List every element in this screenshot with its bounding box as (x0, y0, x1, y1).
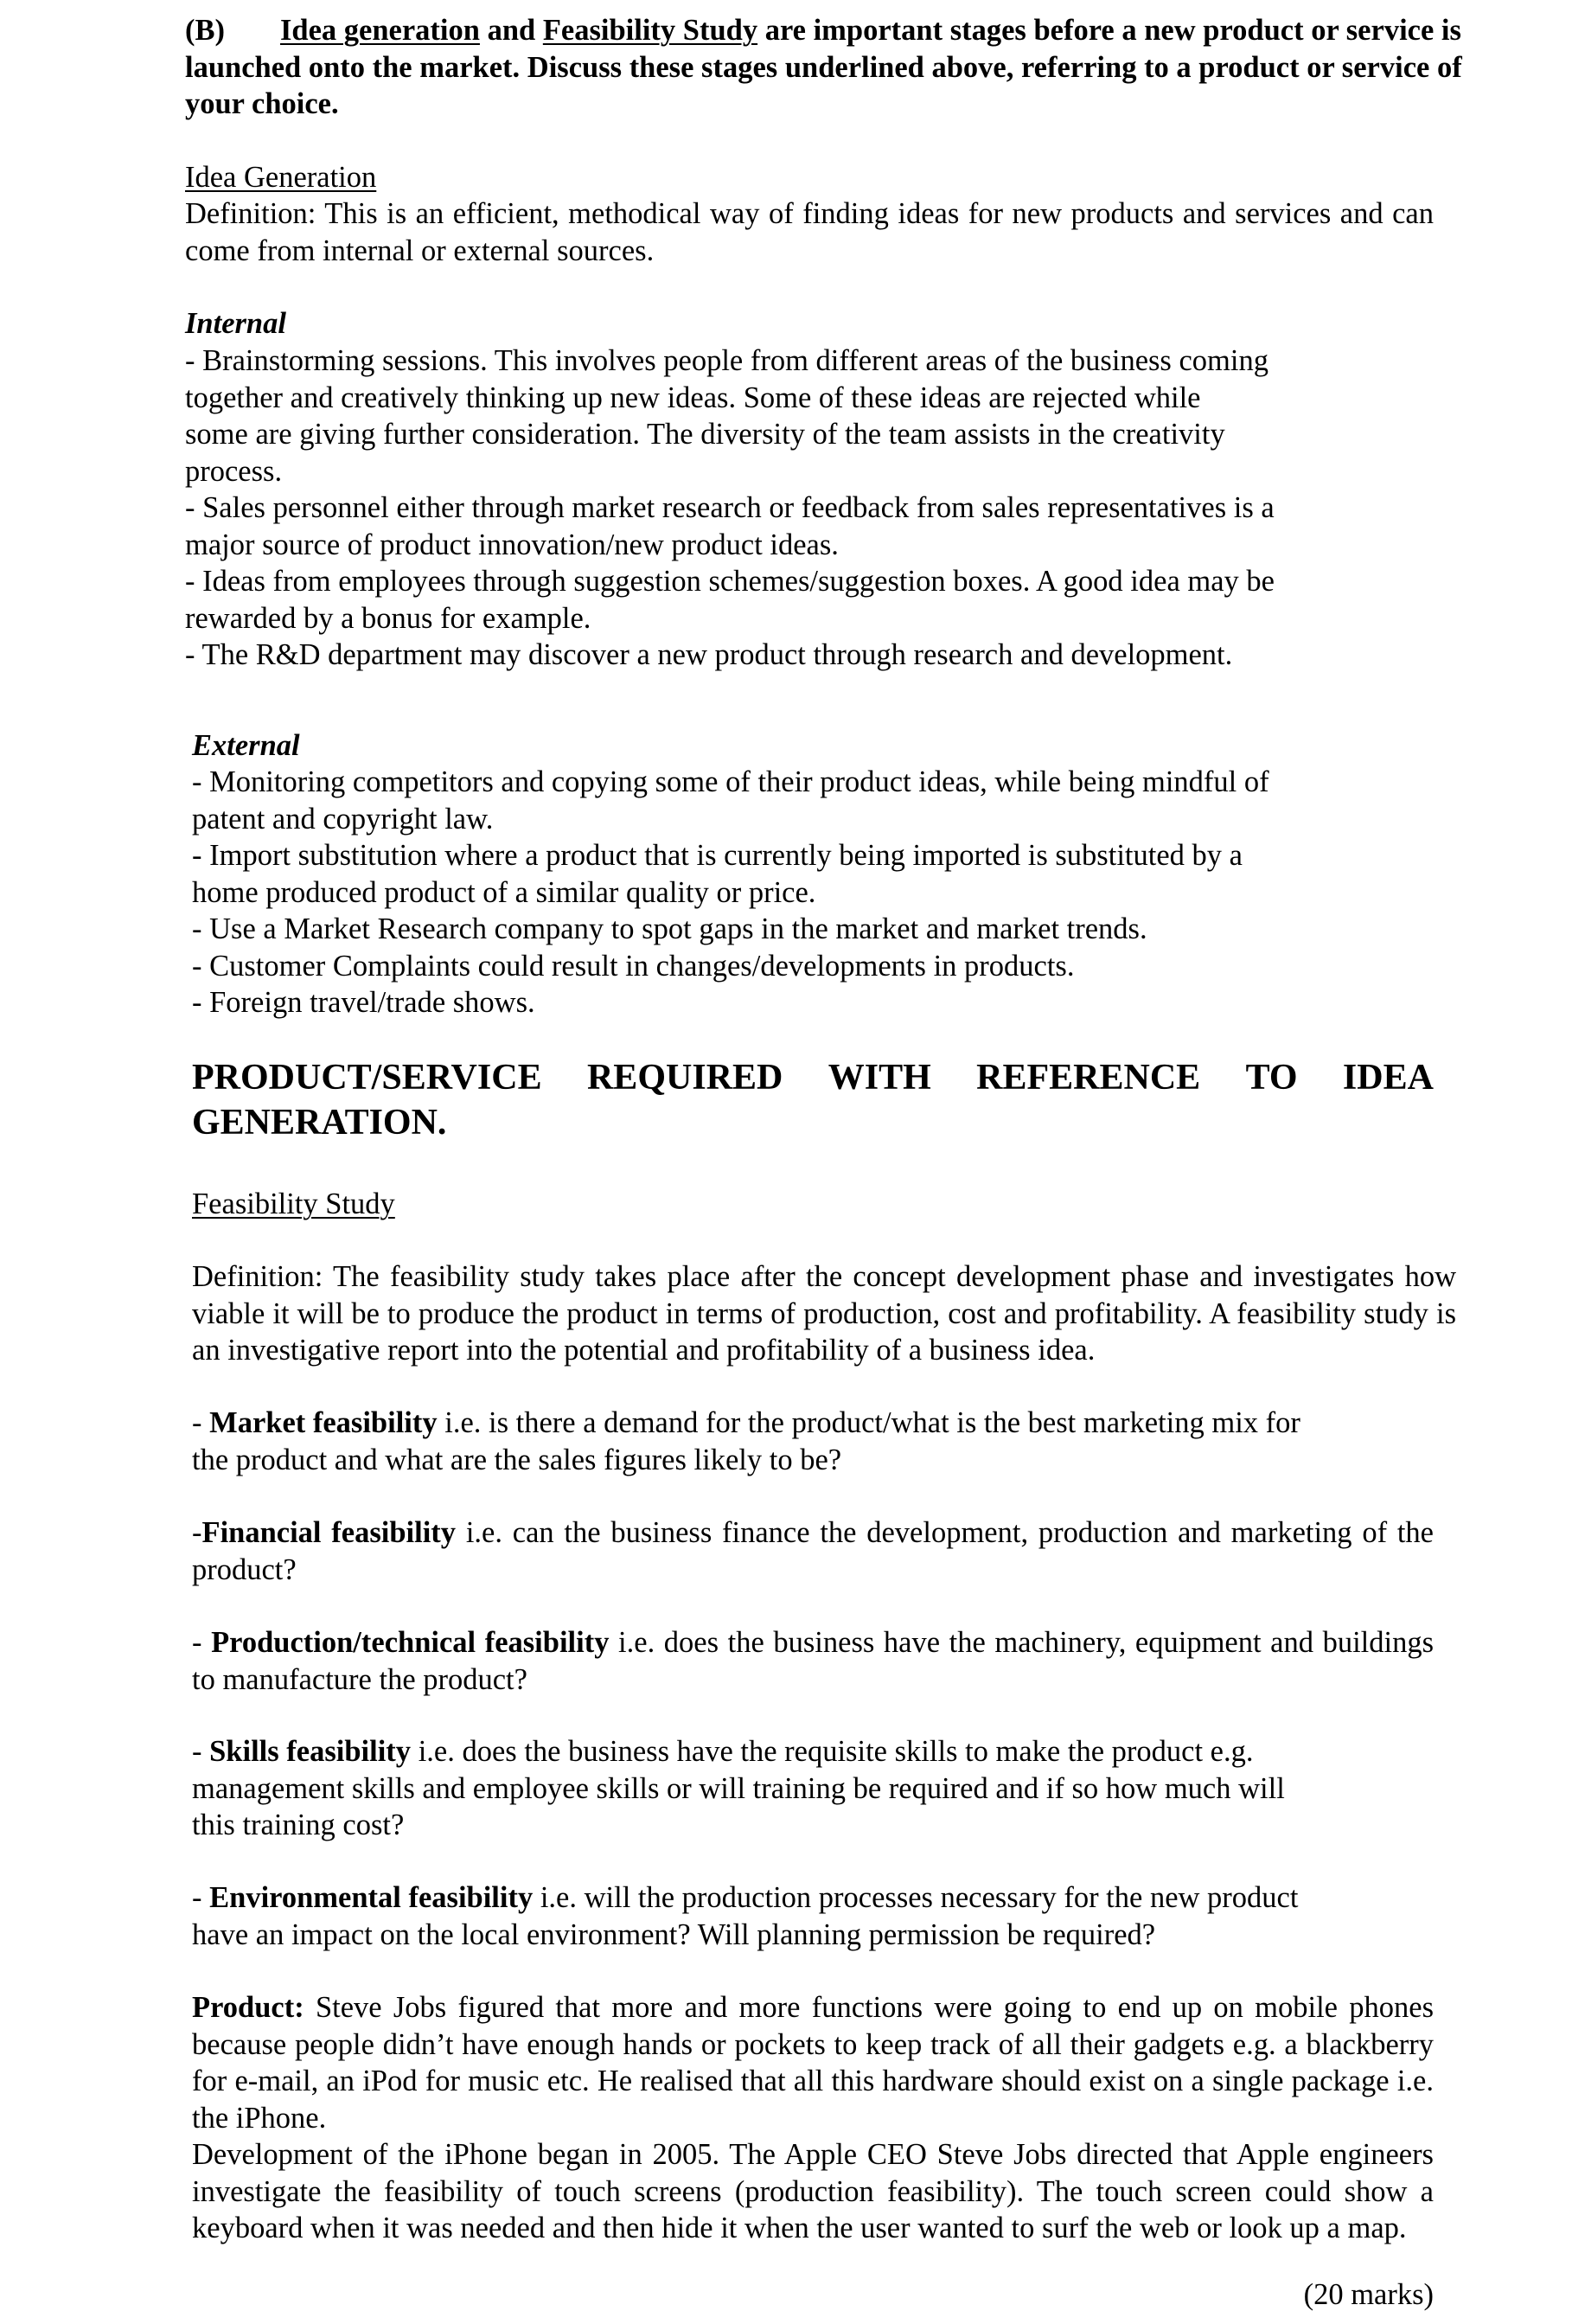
external-line: - Customer Complaints could result in changes/developments in products. (192, 949, 1075, 983)
required-note-word: REQUIRED (586, 1058, 783, 1098)
question-rest: are important stages before a new product or service is launched onto the market. Discuss these stages underlined above, referring to a product or service of your choice. (185, 14, 1462, 120)
external-line: patent and copyright law. (192, 802, 494, 835)
product-paragraph-1 (192, 1989, 1434, 2136)
external-line: - Monitoring competitors and copying some of their product ideas, while being mindful of (192, 765, 1269, 798)
item-term: Production/technical feasibility (211, 1626, 610, 1659)
required-note-word: IDEA (1342, 1058, 1434, 1098)
internal-line: together and creatively thinking up new ideas. Some of these ideas are rejected while (185, 381, 1201, 414)
internal-line: major source of product innovation/new product ideas. (185, 528, 839, 561)
external-line: home produced product of a similar quality or price. (192, 875, 816, 909)
external-line: - Foreign travel/trade shows. (192, 986, 535, 1019)
item-term: Financial feasibility (201, 1516, 457, 1549)
item-text: management skills and employee skills or will training be required and if so how much will (192, 1771, 1285, 1805)
item-term: Market feasibility (209, 1406, 438, 1439)
required-note-line2: GENERATION. (192, 1103, 447, 1143)
item-prefix: - (192, 1516, 202, 1549)
internal-line: - The R&D department may discover a new product through research and development. (185, 638, 1233, 671)
feasibility-item-market (192, 1405, 1454, 1478)
feasibility-item-financial (192, 1514, 1434, 1588)
internal-line: rewarded by a bonus for example. (185, 601, 591, 635)
item-prefix: - (192, 1735, 210, 1768)
internal-line: some are giving further consideration. The diversity of the team assists in the creativity (185, 418, 1225, 451)
idea-generation-definition: Definition: This is an efficient, methodical way of finding ideas for new products and services and can come from internal or external sources. (185, 197, 1434, 267)
item-term: Skills feasibility (209, 1735, 412, 1768)
question-connector: and (487, 14, 536, 47)
item-text: i.e. is there a demand for the product/what is the best marketing mix for (437, 1406, 1300, 1439)
external-title: External (192, 729, 300, 762)
idea-generation-heading: Idea Generation (185, 161, 377, 194)
external-line: - Use a Market Research company to spot gaps in the market and market trends. (192, 912, 1147, 945)
internal-line: - Brainstorming sessions. This involves people from different areas of the business coming (185, 344, 1268, 377)
item-prefix: - (192, 1881, 210, 1914)
item-text: i.e. does the business have the machinery, equipment and buildings to manufacture the product? (192, 1626, 1434, 1696)
item-text: i.e. will the production processes necessary for the new product (533, 1881, 1299, 1914)
external-line: - Import substitution where a product that is currently being imported is substituted by a (192, 839, 1243, 872)
internal-title: Internal (185, 307, 286, 340)
question-term-feasibility: Feasibility Study (542, 14, 758, 47)
item-prefix: - (192, 1626, 212, 1659)
item-text: the product and what are the sales figures likely to be? (192, 1443, 842, 1476)
internal-list (185, 343, 1465, 674)
required-note-word: REFERENCE (976, 1058, 1201, 1098)
feasibility-item-skills (192, 1733, 1454, 1844)
required-note-word: PRODUCT/SERVICE (192, 1058, 542, 1098)
required-note-word: WITH (828, 1058, 931, 1098)
item-term: Environmental feasibility (209, 1881, 534, 1914)
question-label: (B) (185, 14, 225, 47)
question-term-idea-generation: Idea generation (280, 14, 480, 47)
feasibility-item-production (192, 1624, 1434, 1698)
feasibility-heading: Feasibility Study (192, 1188, 395, 1220)
required-note (192, 1055, 1434, 1145)
internal-line: process. (185, 454, 283, 488)
item-text: i.e. does the business have the requisite skills to make the product e.g. (411, 1735, 1254, 1768)
marks-label: (20 marks) (1303, 2278, 1434, 2311)
required-note-word: TO (1245, 1058, 1298, 1098)
feasibility-item-environmental (192, 1879, 1454, 1953)
item-text: have an impact on the local environment? Will planning permission be required? (192, 1917, 1156, 1951)
product-paragraph-2: Development of the iPhone began in 2005. The Apple CEO Steve Jobs directed that Apple engineers investigate the feasibility of touch screens (production feasibility). The touch screen could show a keyboard when it was needed and then hide it when the user wanted to surf the web or look up a map. (192, 2138, 1434, 2244)
question-text (185, 12, 1465, 123)
external-list (192, 764, 1463, 1021)
product-label: Product: (192, 1991, 304, 2024)
product-text: Steve Jobs figured that more and more functions were going to end up on mobile phones because people didn’t have enough hands or pockets to keep track of all their gadgets e.g. a blackberry for e-mail, an iPod for music etc. He realised that all this hardware should exist on a single package i.e. the iPhone. (192, 1991, 1434, 2135)
item-prefix: - (192, 1406, 210, 1439)
feasibility-definition: Definition: The feasibility study takes place after the concept development phase and investigates how viable it will be to produce the product in terms of production, cost and profitability. A feasibility study is an investigative report into the potential and profitability of a business idea. (192, 1260, 1456, 1367)
internal-line: - Sales personnel either through market research or feedback from sales representatives is a (185, 491, 1275, 524)
internal-line: - Ideas from employees through suggestion schemes/suggestion boxes. A good idea may be (185, 565, 1275, 598)
item-text: this training cost? (192, 1809, 405, 1841)
item-text: i.e. can the business finance the development, production and marketing of the product? (192, 1516, 1434, 1586)
